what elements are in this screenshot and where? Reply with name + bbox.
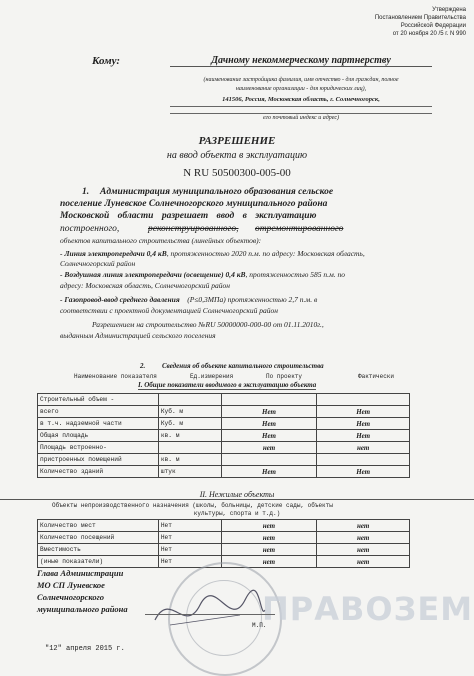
cell-label: в т.ч. надземной части [38,418,159,430]
cell-plan: нет [221,556,317,568]
item-line: адресу: Московская область, Солнечногорский район [60,281,231,290]
body-line: поселение Луневское Солнечногорского муниципального района [60,199,328,209]
item-line: Солнечногорский район [60,259,136,268]
item-gas-pipe-details: (Р≤0,3МПа) протяженностью 2,7 п.м. в [187,295,318,304]
body-built: построенного, [60,224,120,234]
item-power-line-details: , протяженностью 2020 п.м. по адресу: Московская область, [166,249,365,258]
addressee-hint: наименование организации - для юридических лиц), [235,86,367,92]
cell-plan: Нет [221,406,317,418]
permit-number: N RU 50500300-005-00 [183,167,291,179]
cell-unit [158,394,221,406]
cell-fact: Нет [317,430,410,442]
cell-label: (иные показатели) [38,556,159,568]
column-header-fact: Фактически [358,373,395,380]
watermark: ПРАВОЗЕМ [262,590,474,628]
cell-unit: Куб. м [158,406,221,418]
addressee-hint: (наименование застройщика фамилия, имя отчество - для граждан, полное [203,77,399,83]
approval-line: от 20 ноября 20 /5 г. N 990 [392,31,466,37]
item-line [60,270,345,279]
cell-unit: Нет [158,556,221,568]
approval-line: Утверждена [432,7,466,13]
cell-unit: кв. м [158,454,221,466]
cell-fact: нет [317,544,410,556]
item-power-line-title: - Линия электропередачи 0,4 кВ [60,249,167,258]
body-line: объектов капитального строительства (линейных объектов): [60,236,262,245]
table-row [38,532,410,544]
permit-reference: Разрешением на строительство №RU 50000000-000-00 от 01.11.2010г., [92,320,324,329]
cell-unit: кв. м [158,430,221,442]
cell-fact: нет [317,556,410,568]
seal-initials: М.П. [252,622,267,629]
cell-plan: нет [221,442,317,454]
cell-plan: нет [221,532,317,544]
cell-unit: Нет [158,520,221,532]
body-struck-repair: отремонтированного [255,224,344,234]
addressee-hint: его почтовый индекс и адрес) [263,115,339,121]
paragraph-number: 1. [82,187,90,197]
permit-reference: выданным Администрацией сельского поселения [60,331,216,340]
cell-label: пристроенных помещений [38,454,159,466]
item-line: соответствии с проектной документацией Солнечногорский район [60,306,279,315]
cell-label: Площадь встроенно- [38,442,159,454]
cell-label: Количество зданий [38,466,159,478]
column-header-name: Наименование показателя [74,373,157,380]
cell-label: Количество мест [38,520,159,532]
signature-line: Солнечногорского [37,592,104,602]
body-line: Администрация муниципального образования сельское [100,187,334,197]
table-row [38,430,410,442]
cell-fact: нет [317,520,410,532]
signature-line: МО СП Луневское [37,580,105,590]
item-gas-pipe-title: - Газопровод-ввод среднего давления [60,295,180,304]
signature-line: муниципального района [37,604,128,614]
cell-unit: штук [158,466,221,478]
table-subtitle: I. Общие показатели вводимого в эксплуатацию объекта [138,381,317,389]
section-number: 2. [140,362,146,370]
document-title: РАЗРЕШЕНИЕ [198,135,276,147]
table-row [38,418,410,430]
table-description: культуры, спорта и т.д.) [193,510,281,517]
cell-fact: нет [317,532,410,544]
cell-unit: Нет [158,532,221,544]
cell-label: Общая площадь [38,430,159,442]
cell-plan: Нет [221,430,317,442]
cell-plan: нет [221,544,317,556]
body-line: Московской области разрешает ввод в эксплуатацию [60,211,317,221]
cell-fact [317,394,410,406]
table-row [38,406,410,418]
cell-fact: Нет [317,406,410,418]
signature-scribble [150,580,270,640]
cell-plan: нет [221,520,317,532]
cell-label: Строительный объем - [38,394,159,406]
table-description: Объекты непроизводственного назначения (школы, больницы, детские сады, объекты [52,502,333,509]
addressee-name: Дачному некоммерческому партнерству [170,55,432,67]
table-row [38,520,410,532]
item-line [60,249,365,258]
cell-fact: Нет [317,418,410,430]
column-header-unit: Ед.измерения [190,373,234,380]
cell-unit [158,442,221,454]
table-row [38,394,410,406]
cell-unit: Нет [158,544,221,556]
item-overhead-line-title: - Воздушная линия электропередачи (освещение) 0,4 кВ [60,270,246,279]
cell-plan [221,454,317,466]
nonresidential-table [37,519,410,568]
cell-label: всего [38,406,159,418]
table-subtitle: II. Нежилые объекты [0,490,474,500]
column-header-plan: По проекту [266,373,303,380]
table-row [38,454,410,466]
cell-label: Количество посещений [38,532,159,544]
cell-plan [221,394,317,406]
cell-fact: нет [317,442,410,454]
document-subtitle: на ввод объекта в эксплуатацию [166,150,308,161]
document-date: "12" апреля 2015 г. [45,645,125,653]
cell-label: Вместимость [38,544,159,556]
table-row [38,544,410,556]
approval-line: Российской Федерации [400,23,466,29]
body-struck-recon: реконструированного, [148,224,239,234]
approval-line: Постановлением Правительства [374,15,466,21]
cell-fact: Нет [317,466,410,478]
table-row [38,466,410,478]
cell-plan: Нет [221,418,317,430]
to-label: Кому: [92,55,121,67]
signature-line: Глава Администрации [37,568,124,578]
cell-fact [317,454,410,466]
item-line [60,295,317,304]
addressee-address: 141506, Россия, Московская область, г. Солнечногорск, [222,96,380,103]
section-title: Сведения об объекте капитального строительства [162,362,324,370]
cell-plan: Нет [221,466,317,478]
cell-unit: Куб. м [158,418,221,430]
general-indicators-table [37,393,410,478]
table-row [38,442,410,454]
item-overhead-line-details: , протяженностью 585 п.м. по [245,270,346,279]
